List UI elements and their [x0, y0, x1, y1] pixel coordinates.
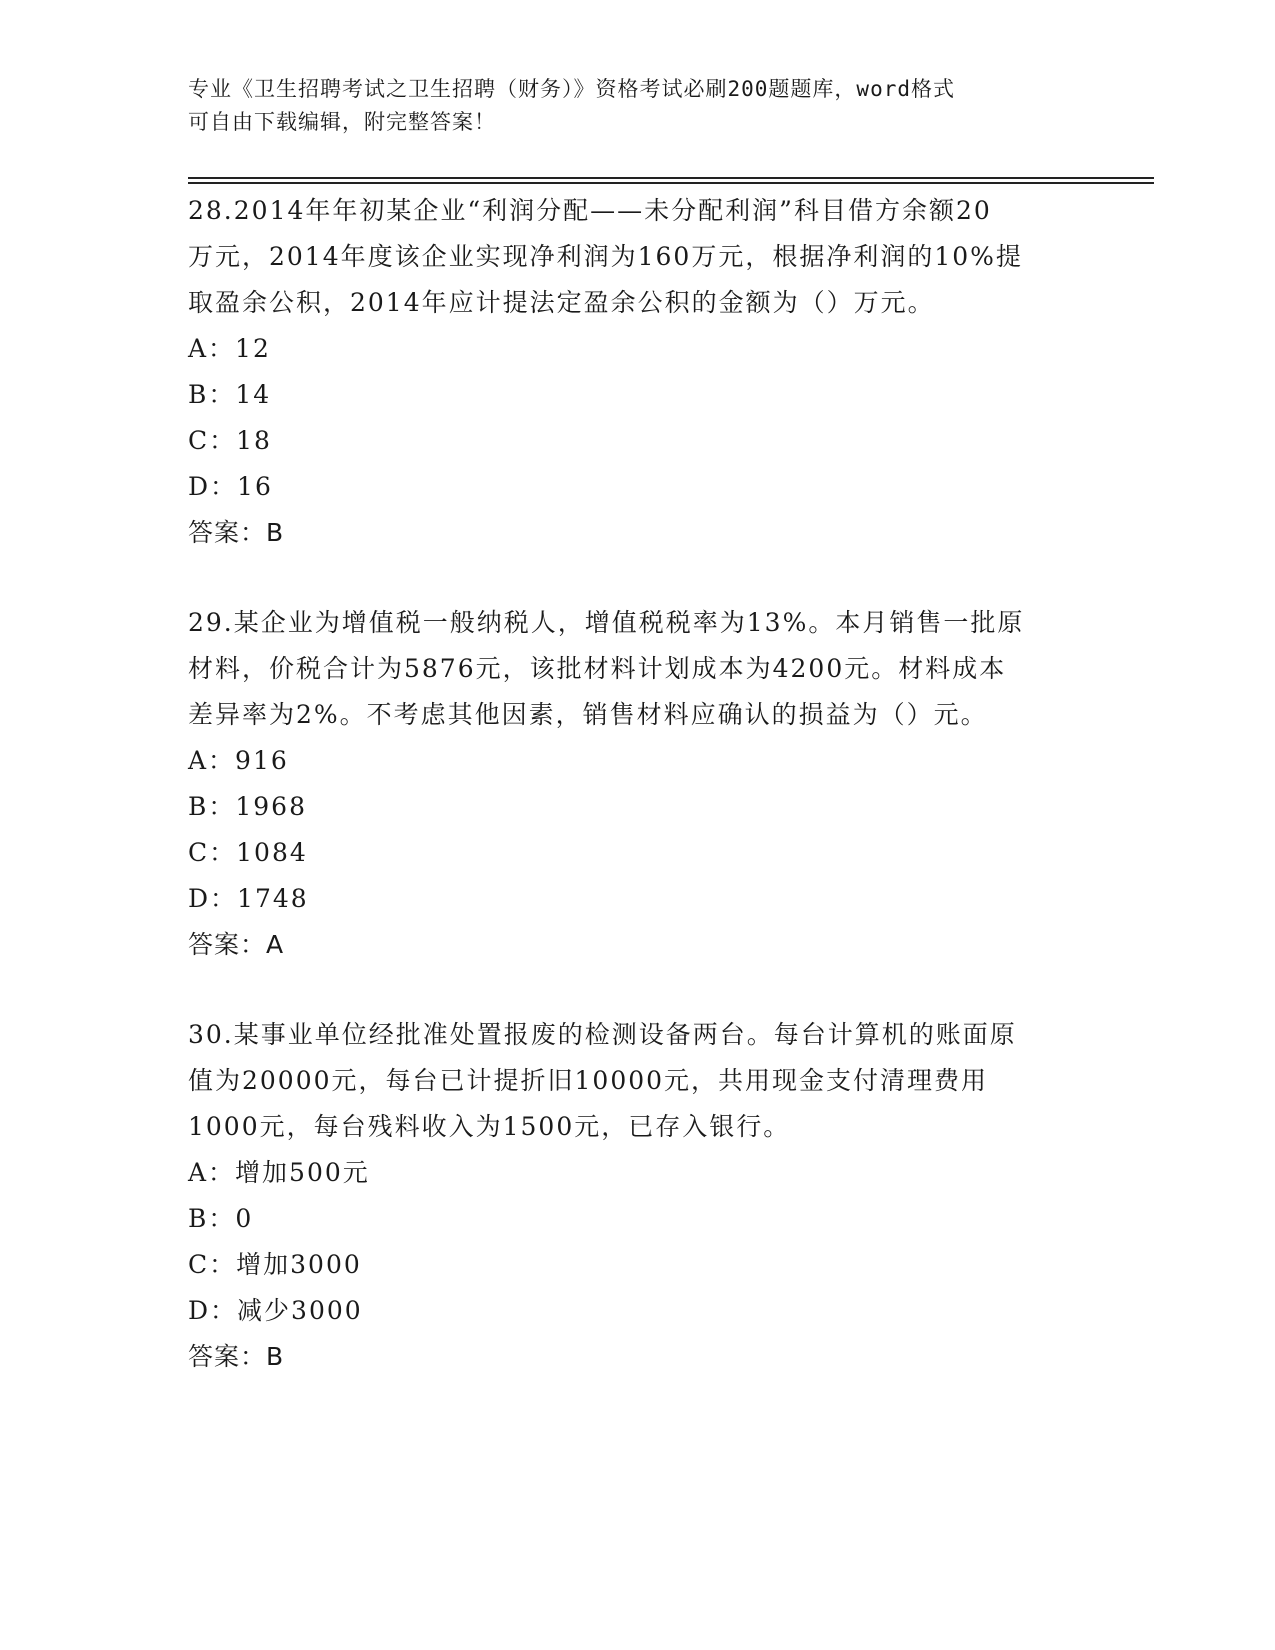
answer-line: 答案：B [188, 1342, 285, 1371]
document-header [188, 73, 1088, 139]
option-d: D：减少3000 [188, 1296, 363, 1325]
option-d: D：16 [188, 472, 273, 501]
option-c: C：1084 [188, 838, 308, 867]
question-stem-line: 29.某企业为增值税一般纳税人，增值税税率为13%。本月销售一批原 [188, 608, 1025, 637]
question-stem-line: 材料，价税合计为5876元，该批材料计划成本为4200元。材料成本 [188, 654, 1007, 683]
question-30 [188, 1012, 1088, 1380]
option-a: A：增加500元 [188, 1158, 370, 1187]
divider-rule [188, 182, 1154, 184]
option-a: A：12 [188, 334, 271, 363]
option-b: B：1968 [188, 792, 307, 821]
divider-rule [188, 177, 1154, 179]
question-stem-line: 值为20000元，每台已计提折旧10000元，共用现金支付清理费用 [188, 1066, 989, 1095]
answer-line: 答案：A [188, 930, 285, 959]
answer-line: 答案：B [188, 518, 285, 547]
option-a: A：916 [188, 746, 289, 775]
question-stem-line: 差异率为2%。不考虑其他因素，销售材料应确认的损益为（）元。 [188, 700, 988, 729]
option-c: C：增加3000 [188, 1250, 362, 1279]
question-stem-line: 取盈余公积，2014年应计提法定盈余公积的金额为（）万元。 [188, 288, 935, 317]
question-stem-line: 28.2014年年初某企业“利润分配——未分配利润”科目借方余额20 [188, 196, 992, 225]
question-29 [188, 600, 1088, 968]
option-d: D：1748 [188, 884, 309, 913]
question-stem-line: 1000元，每台残料收入为1500元，已存入银行。 [188, 1112, 791, 1141]
question-28 [188, 188, 1088, 556]
question-stem-line: 万元，2014年度该企业实现净利润为160万元，根据净利润的10%提 [188, 242, 1023, 271]
header-line: 可自由下载编辑，附完整答案！ [188, 110, 496, 134]
option-b: B：14 [188, 380, 272, 409]
option-c: C：18 [188, 426, 272, 455]
header-line: 专业《卫生招聘考试之卫生招聘（财务）》资格考试必刷200题题库，word格式 [188, 77, 955, 101]
question-stem-line: 30.某事业单位经批准处置报废的检测设备两台。每台计算机的账面原 [188, 1020, 1017, 1049]
option-b: B：0 [188, 1204, 254, 1233]
